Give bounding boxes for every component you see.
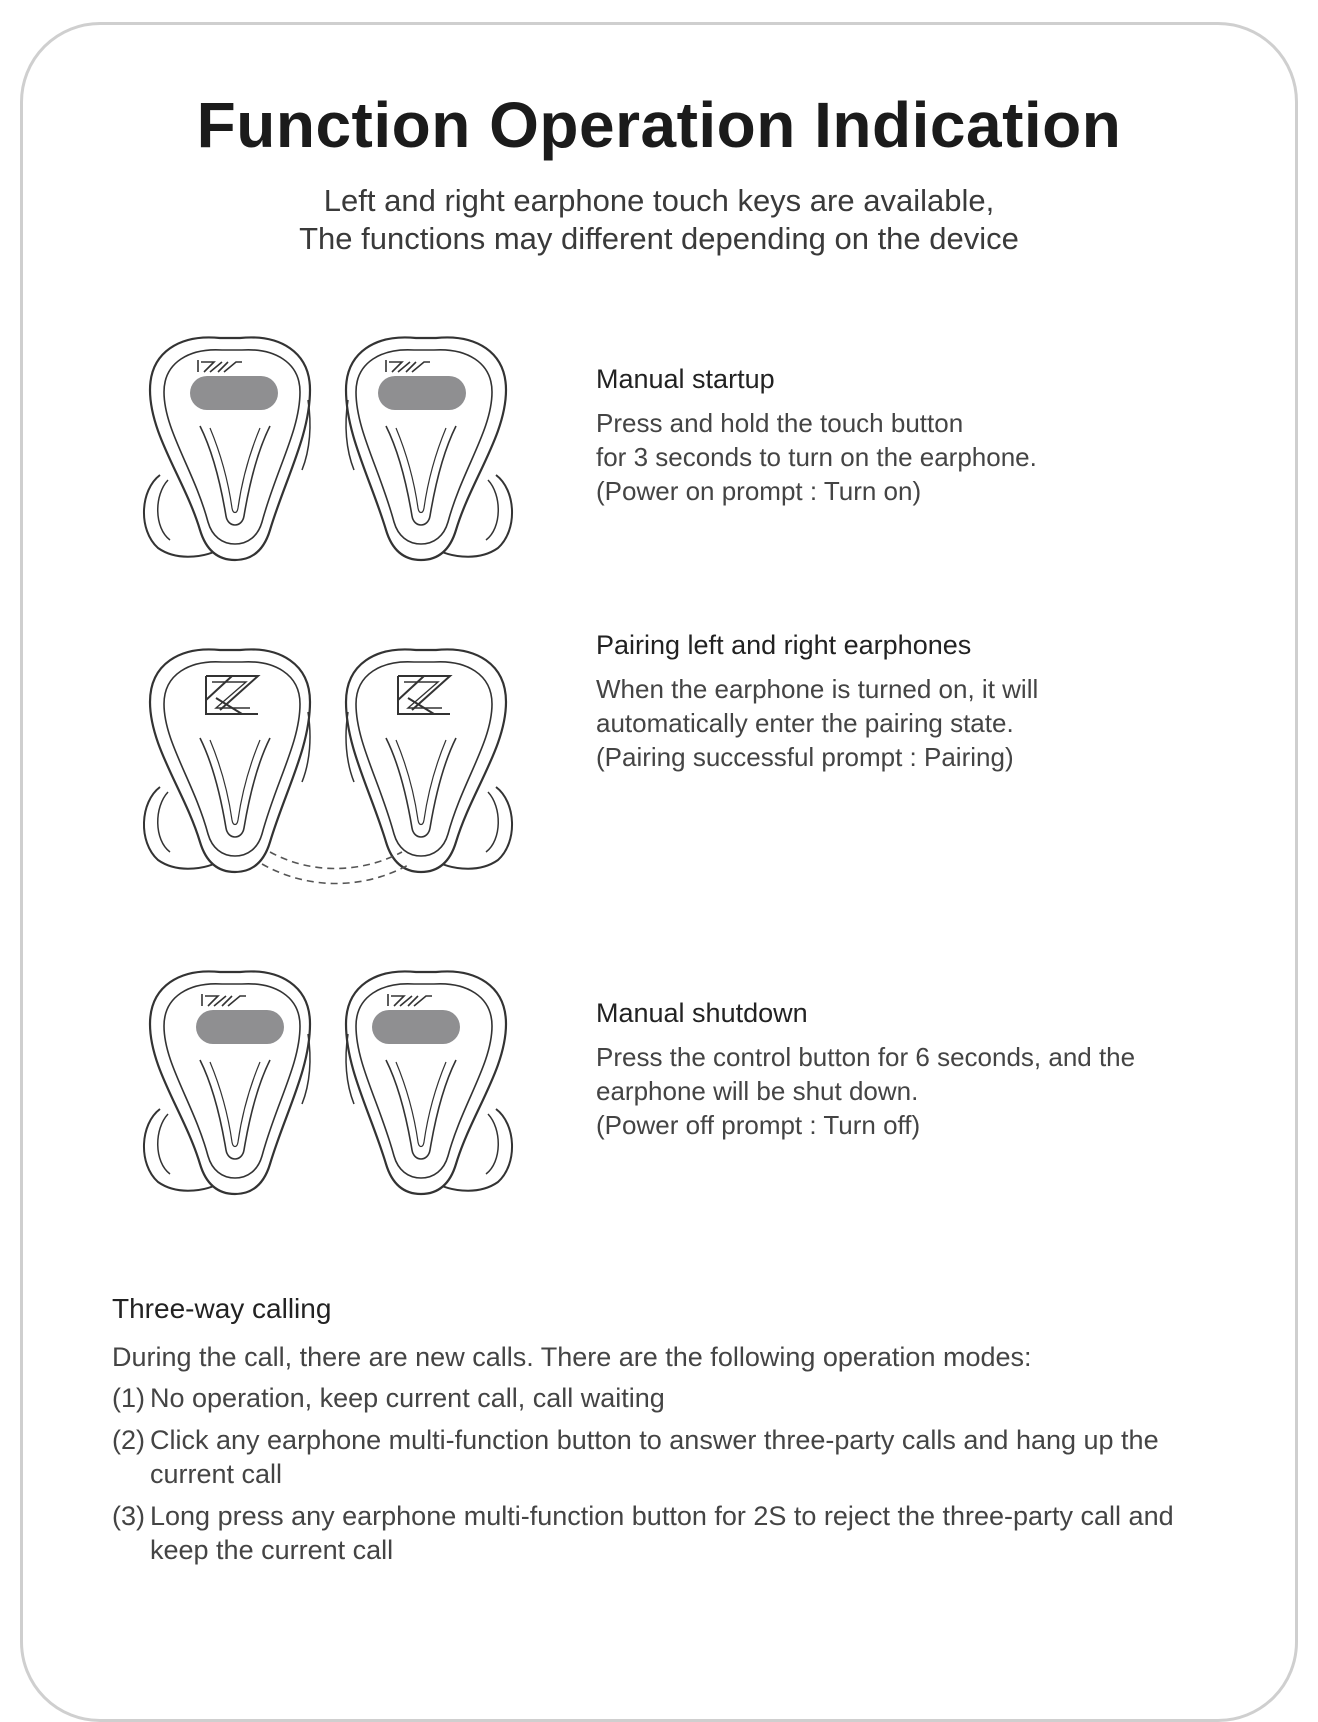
subtitle-line: Left and right earphone touch keys are available,: [323, 183, 995, 218]
page-title: Function Operation Indication: [196, 89, 1122, 161]
section-pairing: [596, 628, 1276, 774]
section-three-way-calling: [112, 1292, 1212, 1575]
list-item-text: Long press any earphone multi-function button for 2S to reject the three-party call and keep the current call: [150, 1501, 1174, 1565]
earbuds-logo-pairing-icon: [140, 642, 540, 882]
section-manual-shutdown: [596, 996, 1276, 1142]
list-item: [112, 1499, 1212, 1567]
list-item: [112, 1381, 1212, 1415]
section-line: automatically enter the pairing state.: [596, 708, 1014, 738]
list-item-text: Click any earphone multi-function button to answer three-party calls and hang up the current call: [150, 1425, 1159, 1489]
section-line: Press and hold the touch button: [596, 408, 964, 438]
section-line: When the earphone is turned on, it will: [596, 674, 1039, 704]
section-heading: Manual startup: [596, 364, 775, 394]
section-heading: Manual shutdown: [596, 998, 808, 1028]
list-item-number: (2): [112, 1425, 145, 1455]
section-heading: Three-way calling: [112, 1293, 332, 1324]
section-line: Press the control button for 6 seconds, and the: [596, 1042, 1136, 1072]
section-line: for 3 seconds to turn on the earphone.: [596, 442, 1037, 472]
earbuds-touch-pad-icon: [140, 964, 540, 1204]
section-heading: Pairing left and right earphones: [596, 630, 972, 660]
page-subtitle: [0, 182, 1318, 258]
earbuds-touch-pad-icon: [140, 330, 540, 570]
list-item-text: No operation, keep current call, call waiting: [150, 1383, 665, 1413]
section-line: (Power off prompt : Turn off): [596, 1110, 921, 1140]
list-item: [112, 1423, 1212, 1491]
subtitle-line: The functions may different depending on the device: [299, 221, 1019, 256]
section-line: earphone will be shut down.: [596, 1076, 919, 1106]
section-line: (Pairing successful prompt : Pairing): [596, 742, 1014, 772]
list-item-number: (1): [112, 1383, 145, 1413]
section-manual-startup: [596, 362, 1276, 508]
list-item-number: (3): [112, 1501, 145, 1531]
section-line: (Power on prompt : Turn on): [596, 476, 922, 506]
section-intro: During the call, there are new calls. There are the following operation modes:: [112, 1342, 1032, 1372]
